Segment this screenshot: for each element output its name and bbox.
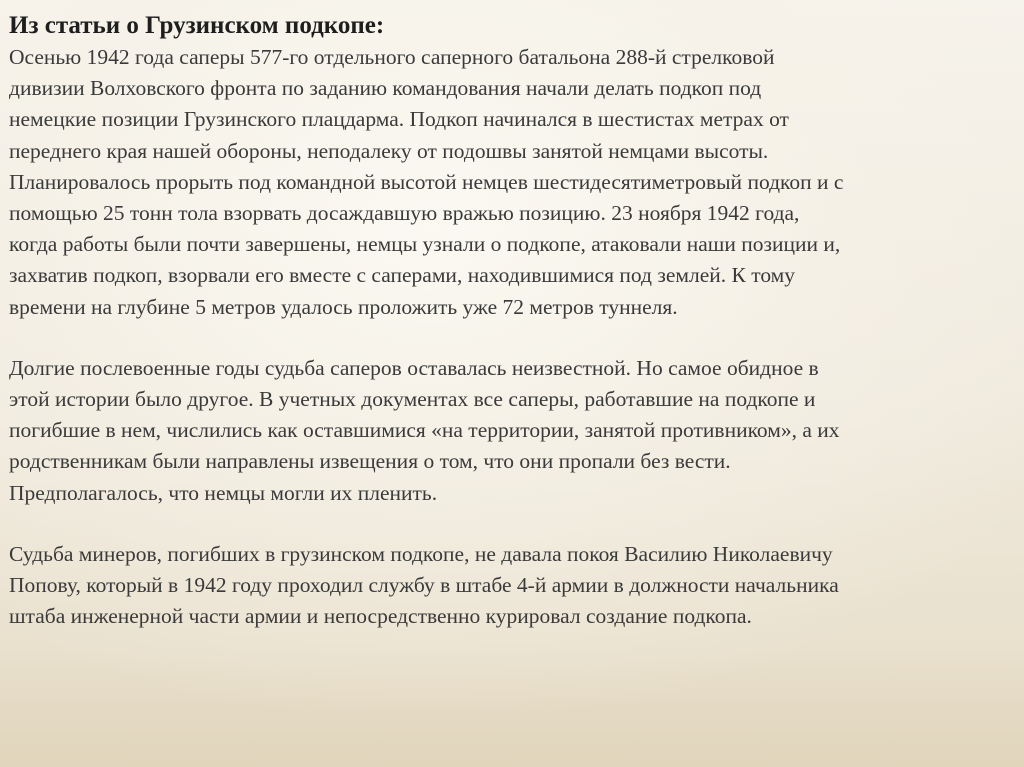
paragraph-spacer <box>9 323 1009 353</box>
slide-title: Из статьи о Грузинском подкопе: <box>9 12 385 39</box>
paragraph-2: Долгие послевоенные годы судьба саперов оставалась неизвестной. Но самое обидное в этой истории было другое. В учетных документах все саперы, работавшие на подкопе и погибшие в нем, числились как оставшимися «на территории, занятой противником», а их родственникам были направлены извещения о том, что они пропали без вести. Предполагалось, что немцы могли их пленить. <box>9 355 840 505</box>
paragraph-1: Осенью 1942 года саперы 577-го отдельного саперного батальона 288-й стрелковой дивизии Волховского фронта по заданию командования начали делать подкоп под немецкие позиции Грузинского плацдарма. Подкоп начинался в шестистах метрах от переднего края нашей обороны, неподалеку от подошвы занятой немцами высоты. Планировалось прорыть под командной высотой немцев шестидесятиметровый подкоп и с помощью 25 тонн тола взорвать досаждавшую вражью позицию. 23 ноября 1942 года, когда работы были почти завершены, немцы узнали о подкопе, атаковали наши позиции и, захватив подкоп, взорвали его вместе с саперами, находившимися под землей. К тому времени на глубине 5 метров удалось проложить уже 72 метров туннеля. <box>9 45 844 319</box>
paragraph-3: Судьба минеров, погибших в грузинском подкопе, не давала покоя Василию Николаевичу Попову, который в 1942 году проходил службу в штабе 4-й армии в должности начальника штаба инженерной части армии и непосредственно курировал создание подкопа. <box>9 541 839 629</box>
paragraph-spacer <box>9 509 1009 539</box>
slide-content <box>9 10 1009 632</box>
